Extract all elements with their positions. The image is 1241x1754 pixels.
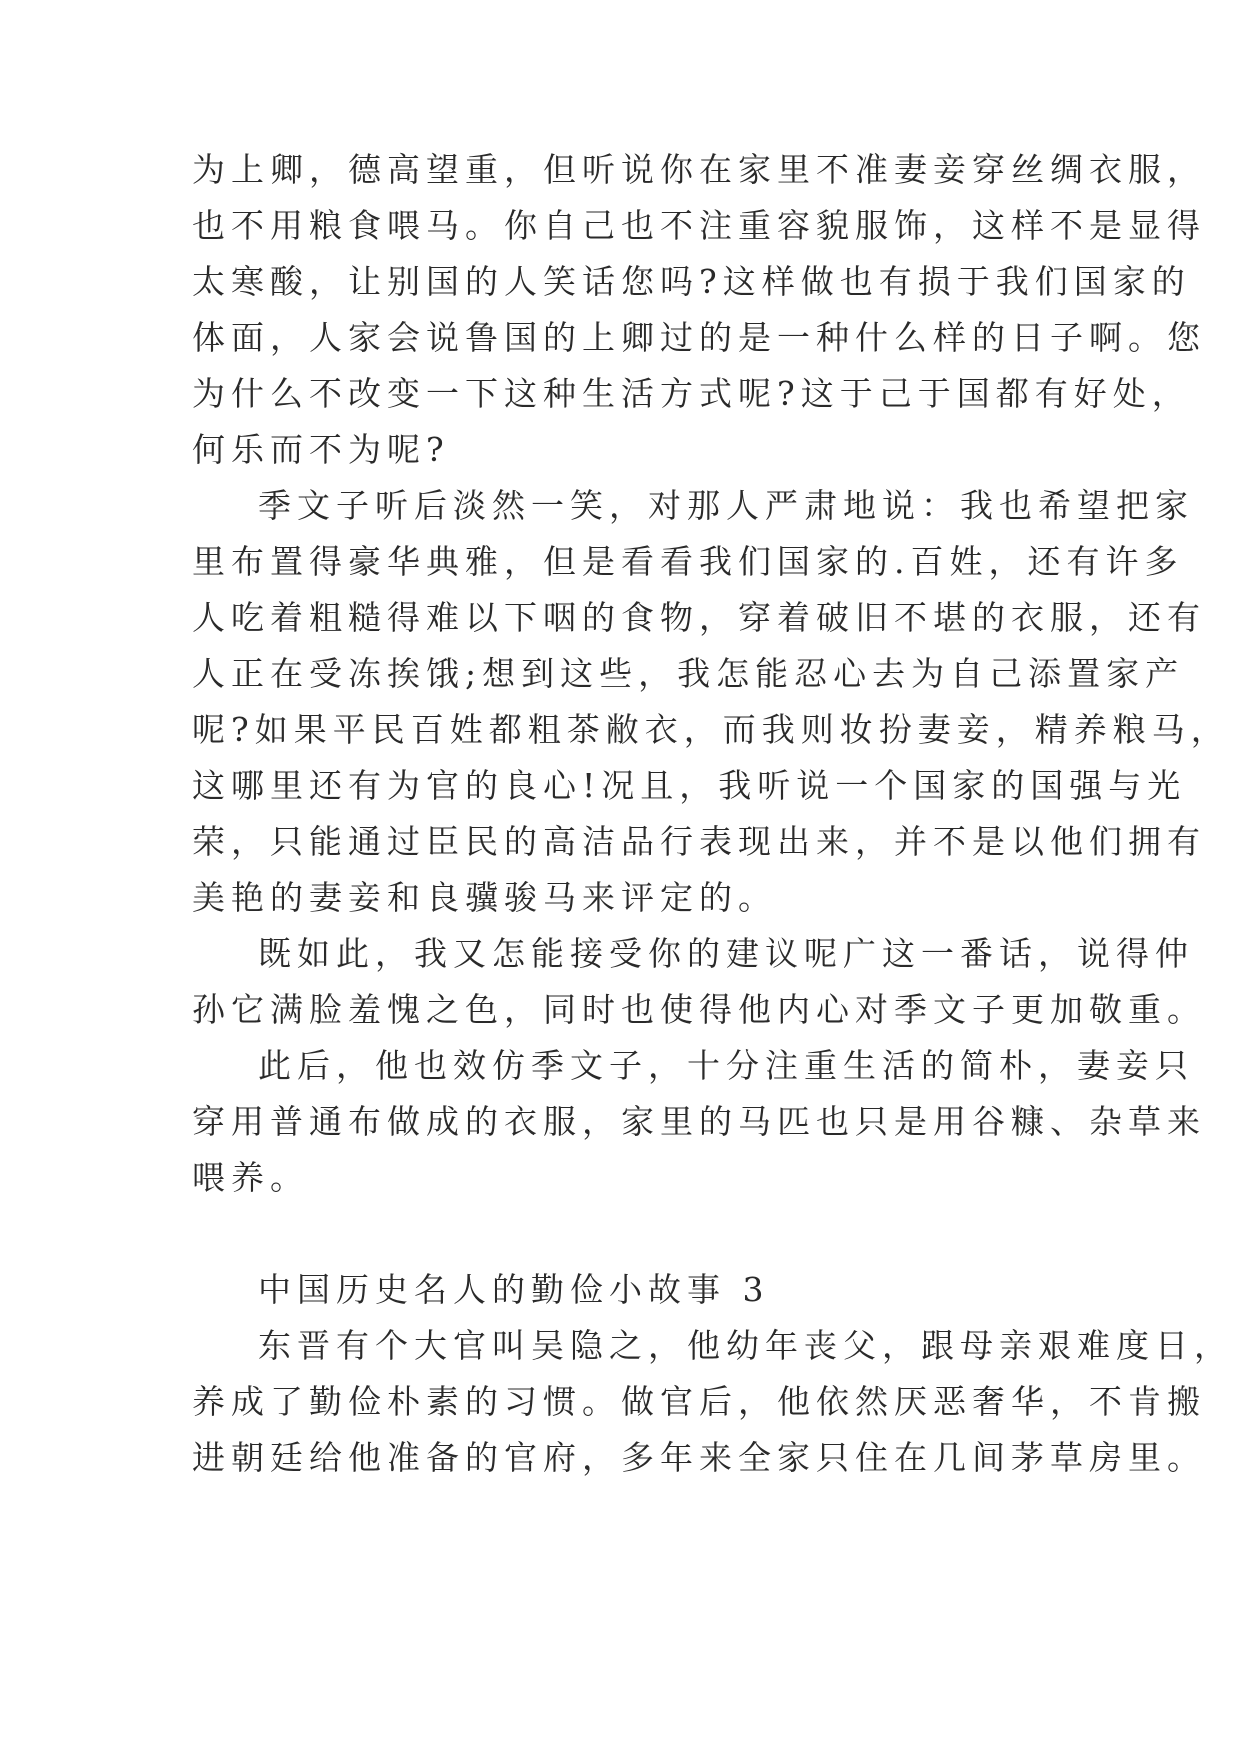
text-line: 喂养。	[192, 1158, 309, 1197]
paragraph-start-line: 东晋有个大官叫吴隐之，他幼年丧父，跟母亲艰难度日，	[258, 1326, 1233, 1365]
text-line: 何乐而不为呢?	[192, 430, 450, 469]
text-line: 人吃着粗糙得难以下咽的食物，穿着破旧不堪的衣服，还有	[192, 598, 1206, 637]
text-line: 为上卿，德高望重，但听说你在家里不准妻妾穿丝绸衣服，	[192, 150, 1206, 189]
section-heading: 中国历史名人的勤俭小故事 3	[258, 1270, 770, 1309]
text-line: 养成了勤俭朴素的习惯。做官后，他依然厌恶奢华，不肯搬	[192, 1382, 1206, 1421]
paragraph-start-line: 此后，他也效仿季文子，十分注重生活的简朴，妻妾只	[258, 1046, 1194, 1085]
text-line: 里布置得豪华典雅，但是看看我们国家的.百姓，还有许多	[192, 542, 1184, 581]
text-line: 美艳的妻妾和良骥骏马来评定的。	[192, 878, 777, 917]
text-line: 体面，人家会说鲁国的上卿过的是一种什么样的日子啊。您	[192, 318, 1206, 357]
text-line: 这哪里还有为官的良心!况且，我听说一个国家的国强与光	[192, 766, 1187, 805]
paragraph-start-line: 季文子听后淡然一笑，对那人严肃地说：我也希望把家	[258, 486, 1194, 525]
text-line: 为什么不改变一下这种生活方式呢?这于己于国都有好处，	[192, 374, 1191, 413]
text-line: 孙它满脸羞愧之色，同时也使得他内心对季文子更加敬重。	[192, 990, 1206, 1029]
text-line: 穿用普通布做成的衣服，家里的马匹也只是用谷糠、杂草来	[192, 1102, 1206, 1141]
text-line: 人正在受冻挨饿;想到这些，我怎能忍心去为自己添置家产	[192, 654, 1185, 693]
text-line: 进朝廷给他准备的官府，多年来全家只住在几间茅草房里。	[192, 1438, 1206, 1477]
paragraph-start-line: 既如此，我又怎能接受你的建议呢广这一番话，说得仲	[258, 934, 1194, 973]
text-line: 呢?如果平民百姓都粗茶敝衣，而我则妆扮妻妾，精养粮马，	[192, 710, 1230, 749]
text-line: 也不用粮食喂马。你自己也不注重容貌服饰，这样不是显得	[192, 206, 1206, 245]
text-line: 荣，只能通过臣民的高洁品行表现出来，并不是以他们拥有	[192, 822, 1206, 861]
text-line: 太寒酸，让别国的人笑话您吗?这样做也有损于我们国家的	[192, 262, 1191, 301]
